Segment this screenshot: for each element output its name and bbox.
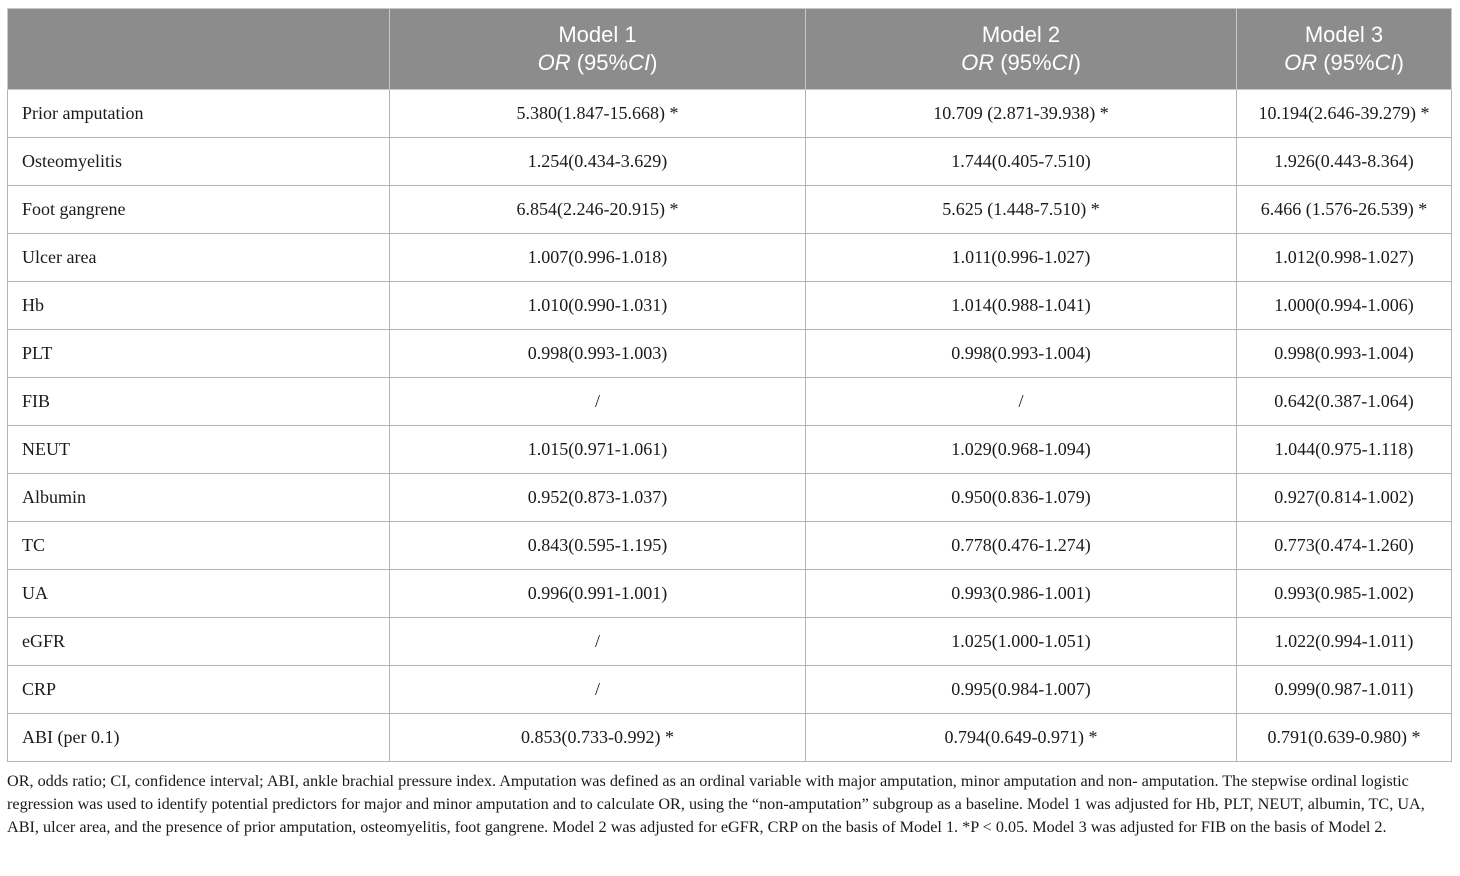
row-label: eGFR <box>8 618 390 666</box>
row-label: ABI (per 0.1) <box>8 714 390 762</box>
row-label: CRP <box>8 666 390 714</box>
cell-model-3: 0.773(0.474-1.260) <box>1237 522 1452 570</box>
row-label: Ulcer area <box>8 234 390 282</box>
cell-model-3: 1.926(0.443-8.364) <box>1237 138 1452 186</box>
cell-model-1: 5.380(1.847-15.668) * <box>390 90 806 138</box>
cell-model-3: 0.998(0.993-1.004) <box>1237 330 1452 378</box>
or-label: OR <box>537 50 571 75</box>
cell-model-1: / <box>390 618 806 666</box>
table-row <box>8 330 1452 378</box>
cell-model-1: 1.015(0.971-1.061) <box>390 426 806 474</box>
row-label: Prior amputation <box>8 90 390 138</box>
header-model-2 <box>806 9 1237 90</box>
row-label: NEUT <box>8 426 390 474</box>
row-label: Osteomyelitis <box>8 138 390 186</box>
table-row <box>8 378 1452 426</box>
ci-close: ) <box>650 50 658 75</box>
cell-model-3: 1.022(0.994-1.011) <box>1237 618 1452 666</box>
table-row <box>8 666 1452 714</box>
cell-model-1: 0.853(0.733-0.992) * <box>390 714 806 762</box>
table-footnote: OR, odds ratio; CI, confidence interval; ABI, ankle brachial pressure index. Amputation was defined as an ordinal variable with major amputation, minor amputation and non- amputation. The stepwise ordinal logistic regression was used to identify potential predictors for major and minor amputation and to calculate OR, using the “non-amputation” subgroup as a baseline. Model 1 was adjusted for Hb, PLT, NEUT, albumin, TC, UA, ABI, ulcer area, and the presence of prior amputation, osteomyelitis, foot gangrene. Model 2 was adjusted for eGFR, CRP on the basis of Model 1. *P < 0.05. Model 3 was adjusted for FIB on the basis of Model 2. <box>7 772 1425 837</box>
row-label: UA <box>8 570 390 618</box>
cell-model-2: 0.794(0.649-0.971) * <box>806 714 1237 762</box>
cell-model-2: 1.029(0.968-1.094) <box>806 426 1237 474</box>
cell-model-3: 0.999(0.987-1.011) <box>1237 666 1452 714</box>
ci-open: (95% <box>570 50 629 75</box>
cell-model-1: 0.952(0.873-1.037) <box>390 474 806 522</box>
row-label: Hb <box>8 282 390 330</box>
table-row <box>8 186 1452 234</box>
row-label: TC <box>8 522 390 570</box>
table-row <box>8 714 1452 762</box>
row-label: FIB <box>8 378 390 426</box>
cell-model-2: 1.011(0.996-1.027) <box>806 234 1237 282</box>
cell-model-3: 0.642(0.387-1.064) <box>1237 378 1452 426</box>
cell-model-2: 0.778(0.476-1.274) <box>806 522 1237 570</box>
ci-close: ) <box>1396 50 1404 75</box>
cell-model-3: 1.000(0.994-1.006) <box>1237 282 1452 330</box>
cell-model-2: 5.625 (1.448-7.510) * <box>806 186 1237 234</box>
row-label: Foot gangrene <box>8 186 390 234</box>
table-row <box>8 282 1452 330</box>
table-row <box>8 522 1452 570</box>
header-model-1-title: Model 1 <box>558 22 637 47</box>
ci-label: CI <box>628 50 651 75</box>
header-model-1 <box>390 9 806 90</box>
cell-model-2: 10.709 (2.871-39.938) * <box>806 90 1237 138</box>
cell-model-1: 0.998(0.993-1.003) <box>390 330 806 378</box>
cell-model-3: 1.044(0.975-1.118) <box>1237 426 1452 474</box>
cell-model-3: 0.927(0.814-1.002) <box>1237 474 1452 522</box>
cell-model-2: 0.993(0.986-1.001) <box>806 570 1237 618</box>
ci-label: CI <box>1051 50 1074 75</box>
cell-model-2: 1.744(0.405-7.510) <box>806 138 1237 186</box>
cell-model-3: 6.466 (1.576-26.539) * <box>1237 186 1452 234</box>
table-row <box>8 474 1452 522</box>
table-row <box>8 90 1452 138</box>
table-row <box>8 570 1452 618</box>
cell-model-2: 0.998(0.993-1.004) <box>806 330 1237 378</box>
header-row <box>8 9 1452 90</box>
cell-model-2: 0.995(0.984-1.007) <box>806 666 1237 714</box>
table-row <box>8 138 1452 186</box>
row-label: Albumin <box>8 474 390 522</box>
row-label: PLT <box>8 330 390 378</box>
cell-model-2: 1.025(1.000-1.051) <box>806 618 1237 666</box>
cell-model-1: 1.007(0.996-1.018) <box>390 234 806 282</box>
cell-model-1: / <box>390 378 806 426</box>
cell-model-2: 1.014(0.988-1.041) <box>806 282 1237 330</box>
cell-model-2: / <box>806 378 1237 426</box>
header-model-1-subtitle <box>390 49 805 77</box>
table-row <box>8 426 1452 474</box>
header-model-3 <box>1237 9 1452 90</box>
cell-model-1: 1.254(0.434-3.629) <box>390 138 806 186</box>
ci-label: CI <box>1374 50 1397 75</box>
header-model-2-title: Model 2 <box>981 22 1061 47</box>
cell-model-3: 1.012(0.998-1.027) <box>1237 234 1452 282</box>
header-variable <box>8 9 390 90</box>
ci-close: ) <box>1073 50 1081 75</box>
cell-model-1: 0.843(0.595-1.195) <box>390 522 806 570</box>
ci-open: (95% <box>994 50 1052 75</box>
results-table-container <box>7 8 1451 762</box>
cell-model-1: 0.996(0.991-1.001) <box>390 570 806 618</box>
cell-model-3: 0.993(0.985-1.002) <box>1237 570 1452 618</box>
table-header <box>8 9 1452 90</box>
header-model-3-title: Model 3 <box>1304 22 1384 47</box>
cell-model-2: 0.950(0.836-1.079) <box>806 474 1237 522</box>
cell-model-3: 0.791(0.639-0.980) * <box>1237 714 1452 762</box>
cell-model-1: 6.854(2.246-20.915) * <box>390 186 806 234</box>
header-model-2-subtitle <box>806 49 1236 77</box>
or-label: OR <box>1284 50 1318 75</box>
table-row <box>8 234 1452 282</box>
header-model-3-subtitle <box>1237 49 1451 77</box>
cell-model-3: 10.194(2.646-39.279) * <box>1237 90 1452 138</box>
cell-model-1: 1.010(0.990-1.031) <box>390 282 806 330</box>
ci-open: (95% <box>1317 50 1375 75</box>
table-body <box>8 90 1452 762</box>
regression-table <box>7 8 1452 762</box>
cell-model-1: / <box>390 666 806 714</box>
table-row <box>8 618 1452 666</box>
or-label: OR <box>961 50 995 75</box>
